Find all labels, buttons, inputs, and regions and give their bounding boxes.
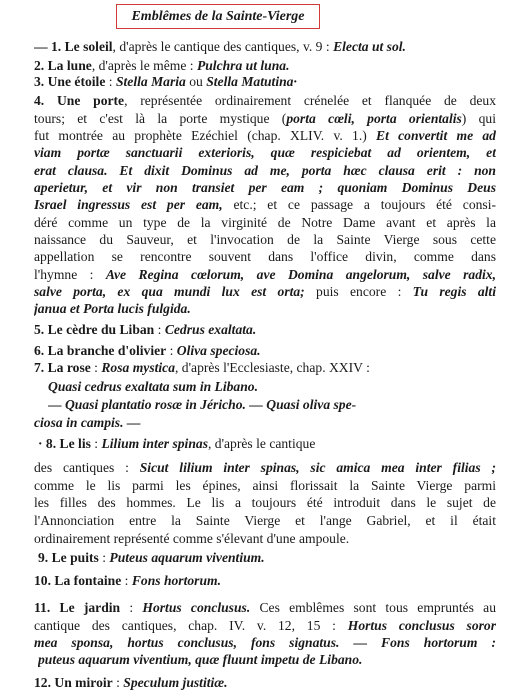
text-line	[34, 414, 496, 431]
latin-quote: puteus aquarum viventium, quæ fluunt impetu de Libano.	[38, 652, 363, 667]
text-line	[34, 530, 496, 547]
text-line	[34, 494, 496, 511]
body-text: des cantiques :	[34, 460, 140, 475]
body-text: etc.; et ce passage a toujours été consi-	[222, 197, 496, 212]
text-line	[48, 396, 496, 413]
latin-quote: Israel ingressus est per eam,	[34, 197, 223, 212]
text-line	[34, 342, 496, 359]
latin-quote: viam portæ sanctuarii exterioris, quæ respiciebat ad orientem, et	[34, 145, 496, 160]
text-line	[34, 572, 496, 589]
text-line	[34, 321, 496, 338]
latin-quote: mea sponsa, hortus conclusus, fons signatus. — Fons hortorum :	[34, 635, 496, 650]
latin-quote: Puteus aquarum viventium.	[109, 550, 265, 565]
emblem-name: Une étoile	[47, 74, 106, 89]
body-text: :	[112, 675, 124, 690]
body-text: l'hymne :	[34, 267, 106, 282]
latin-quote: Oliva speciosa.	[176, 343, 261, 358]
latin-quote: Electa ut sol.	[333, 39, 406, 54]
text-line	[34, 196, 496, 213]
text-line	[34, 283, 496, 300]
latin-quote: Sicut lilium inter spinas, sic amica mea inter filias ;	[139, 460, 496, 475]
text-line	[34, 512, 496, 529]
body-text: :	[90, 360, 102, 375]
body-text: , d'après l'Ecclesiaste, chap. XXIV :	[175, 360, 370, 375]
body-text: Ces emblêmes sont tous empruntés au	[250, 600, 496, 615]
emblem-name: Le lis	[59, 436, 91, 451]
text-line	[34, 38, 496, 55]
latin-quote: Ave Regina cœlorum, ave Domina angelorum, salve radix,	[105, 267, 496, 282]
text-line	[34, 248, 496, 265]
body-text: , d'après le cantique	[207, 436, 316, 451]
text-line	[34, 179, 496, 196]
text-line	[38, 435, 496, 452]
page-title: Emblêmes de la Sainte-Vierge	[131, 9, 305, 24]
emblem-name: Le jardin	[59, 600, 121, 615]
body-text: cantique des cantiques, chap. IV. v. 12, 15 :	[34, 618, 348, 633]
latin-quote: erat clausa. Et dixit Dominus ad me, porta hæc clausa erit : non	[34, 163, 496, 178]
text-line	[34, 266, 496, 283]
title-box	[116, 4, 320, 29]
emblem-name: Un miroir	[54, 675, 113, 690]
latin-quote: Speculum justitiæ.	[123, 675, 228, 690]
text-line	[34, 127, 496, 144]
latin-quote: Lilium inter spinas	[101, 436, 208, 451]
emblem-name: La fontaine	[54, 573, 122, 588]
body-text: , d'après le cantique des cantiques, v. 9 :	[112, 39, 334, 54]
item-number: 5.	[34, 322, 45, 337]
item-number: — 1.	[34, 39, 62, 54]
emblem-name: La rose	[47, 360, 91, 375]
item-number: · 8.	[38, 436, 57, 451]
text-line	[34, 599, 496, 616]
body-text: :	[90, 436, 102, 451]
item-number: 9.	[38, 550, 49, 565]
item-number: 4.	[34, 93, 45, 108]
emblem-name: Une porte	[56, 93, 125, 108]
text-line	[34, 359, 496, 376]
latin-quote: Pulchra ut luna.	[196, 58, 290, 73]
item-number: 7.	[34, 360, 45, 375]
emblem-name: Le cèdre du Liban	[47, 322, 155, 337]
text-line	[34, 162, 496, 179]
body-text: comme le lis parmi les épines, ainsi florissait la Sainte Vierge parmi	[34, 478, 496, 493]
body-text: ) qui	[461, 111, 496, 126]
body-text: :	[154, 322, 165, 337]
text-line	[34, 459, 496, 476]
latin-quote: — Quasi plantatio rosæ in Jéricho. — Quasi oliva spe-	[48, 397, 357, 412]
latin-quote: Quasi cedrus exaltata sum in Libano.	[48, 379, 258, 394]
text-line	[34, 144, 496, 161]
text-line	[34, 617, 496, 634]
latin-quote: Hortus conclusus.	[142, 600, 251, 615]
latin-quote: aperietur, et vir non transiet per eam ; quoniam Dominus Deus	[34, 180, 496, 195]
text-line	[34, 214, 496, 231]
body-text: appellation se rencontre souvent dans l'office divin, comme dans	[34, 249, 496, 264]
body-text: les filles des hommes. Le lis a toujours été introduit dans le sujet de	[34, 495, 496, 510]
text-line	[38, 651, 496, 668]
text-line	[34, 477, 496, 494]
body-text: :	[120, 600, 143, 615]
latin-quote: Hortus conclusus soror	[347, 618, 496, 633]
latin-quote: Tu regis alti	[412, 284, 496, 299]
body-text: , d'après le même :	[91, 58, 197, 73]
body-text: naissance du Sauveur, et l'invocation de la Sainte Vierge sous cette	[34, 232, 496, 247]
item-number: 2.	[34, 58, 45, 73]
latin-quote: salve porta, ex qua mundi lux est orta;	[34, 284, 305, 299]
body-text: :	[98, 550, 110, 565]
body-text: :	[105, 74, 116, 89]
body-text: tours; et c'est là la porte mystique (	[34, 111, 287, 126]
latin-quote: ciosa in campis. —	[34, 415, 141, 430]
item-number: 6.	[34, 343, 45, 358]
text-line	[34, 92, 496, 109]
item-number: 12.	[34, 675, 51, 690]
body-text: puis encore :	[304, 284, 413, 299]
body-text: :	[166, 343, 177, 358]
text-line	[34, 110, 496, 127]
latin-quote: Rosa mystica	[101, 360, 175, 375]
emblem-name: Le soleil	[64, 39, 113, 54]
text-line	[48, 378, 496, 395]
body-text: l'Annonciation entre la Sainte Vierge et l'ange Gabriel, et il était	[34, 513, 496, 528]
latin-quote: porta cœli, porta orientalis	[286, 111, 462, 126]
emblem-name: Le puits	[51, 550, 99, 565]
body-text: ordinairement représenté comme s'élevant d'une ampoule.	[34, 531, 350, 546]
item-number: 3.	[34, 74, 45, 89]
emblem-name: La lune	[47, 58, 92, 73]
text-line	[38, 549, 496, 566]
body-text: ou	[185, 74, 207, 89]
latin-quote: Et convertit me ad	[376, 128, 496, 143]
latin-quote: janua et Porta lucis fulgida.	[34, 301, 191, 316]
text-line	[34, 231, 496, 248]
latin-quote: Stella Matutina·	[206, 74, 297, 89]
body-text: déré comme un type de la virginité de Notre Dame avant et après la	[34, 215, 496, 230]
item-number: 11.	[34, 600, 51, 615]
latin-quote: Fons hortorum.	[131, 573, 221, 588]
latin-quote: Cedrus exaltata.	[164, 322, 257, 337]
latin-quote: Stella Maria	[115, 74, 186, 89]
text-line	[34, 634, 496, 651]
text-line	[34, 674, 496, 691]
text-line	[34, 73, 496, 90]
body-text: :	[121, 573, 132, 588]
body-text: , représentée ordinairement crénelée et flanquée de deux	[124, 93, 496, 108]
body-text: fut montrée au prophète Ezéchiel (chap. XLIV. v. 1.)	[34, 128, 377, 143]
text-line	[34, 300, 496, 317]
emblem-name: La branche d'olivier	[47, 343, 167, 358]
item-number: 10.	[34, 573, 51, 588]
text-line	[34, 57, 496, 74]
